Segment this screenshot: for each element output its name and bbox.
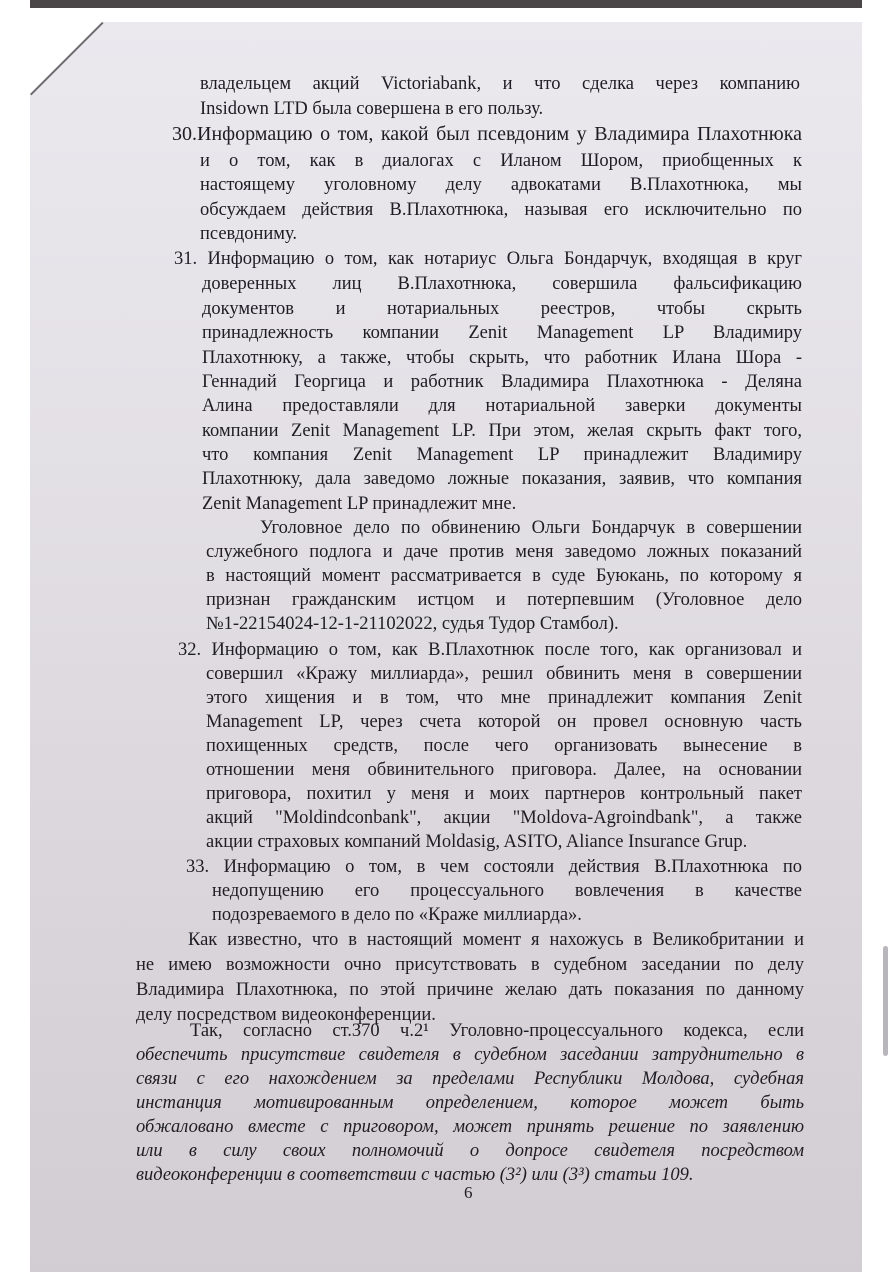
text-line: этого хищения и в том, что мне принадлежит компания Zenit: [206, 688, 802, 708]
italic-quote-line: инстанция мотивированным определением, которое может быть: [136, 1093, 804, 1113]
list-item-31-heading: 31. Информацию о том, как нотариус Ольга Бондарчук, входящая в круг: [174, 249, 802, 269]
scrollbar-thumb[interactable]: [883, 946, 888, 1056]
text-line: и о том, как в диалогах с Иланом Шором, приобщенных к: [200, 151, 802, 171]
text-line: Zenit Management LP принадлежит мне.: [202, 494, 517, 514]
text-line: №1-22154024-12-1-21102022, судья Тудор Стамбол).: [206, 614, 619, 634]
text-line: Владимира Плахотнюка, по этой причине желаю дать показания по данному: [136, 980, 804, 1000]
text-line: в настоящий момент рассматривается в суде Буюкань, по которому я: [206, 566, 802, 586]
paragraph-first-line: Как известно, что в настоящий момент я нахожусь в Великобритании и: [188, 930, 804, 950]
text-line: документов и нотариальных реестров, чтобы скрыть: [202, 299, 802, 319]
text-line: обсуждаем действия В.Плахотнюка, называя его исключительно по: [200, 200, 802, 220]
text-line: что компания Zenit Management LP принадлежит Владимиру: [202, 445, 802, 465]
text-line: отношении меня обвинительного приговора. Далее, на основании: [206, 760, 802, 780]
list-item-32-heading: 32. Информацию о том, как В.Плахотнюк после того, как организовал и: [178, 640, 802, 660]
italic-quote-line: обжаловано вместе с приговором, может принять решение по заявлению: [136, 1117, 804, 1137]
text-line: подозреваемого в дело по «Краже миллиарда».: [212, 905, 582, 925]
text-line: Алина предоставляли для нотариальной заверки документы: [202, 396, 802, 416]
italic-quote-line: обеспечить присутствие свидетеля в судебном заседании затруднительно в: [136, 1045, 804, 1065]
text-line: не имею возможности очно присутствовать в судебном заседании по делу: [136, 955, 804, 975]
text-line: компании Zenit Management LP. При этом, желая скрыть факт того,: [202, 421, 802, 441]
text-line: акции страховых компаний Moldasig, ASITO, Aliance Insurance Grup.: [206, 832, 748, 852]
text-line: похищенных средств, после чего организовать вынесение в: [206, 736, 802, 756]
list-item-30-heading: 30.Информацию о том, какой был псевдоним у Владимира Плахотнюка: [172, 123, 802, 145]
text-line: владельцем акций Victoriabank, и что сделка через компанию: [200, 74, 800, 94]
text-line: совершил «Кражу миллиарда», решил обвинить меня в совершении: [206, 664, 802, 684]
text-line: Insidown LTD была совершена в его пользу.: [200, 99, 544, 119]
italic-quote-line: или в силу своих полномочий о допросе свидетеля посредством: [136, 1141, 804, 1161]
text-line: настоящему уголовному делу адвокатами В.Плахотнюка, мы: [200, 175, 802, 195]
text-line: Плахотнюку, дала заведомо ложные показания, заявив, что компания: [202, 469, 802, 489]
text-line: недопущению его процессуального вовлечения в качестве: [212, 881, 802, 901]
text-line: псевдониму.: [200, 224, 298, 244]
italic-quote-line: связи с его нахождением за пределами Республики Молдова, судебная: [136, 1069, 804, 1089]
page-number: 6: [464, 1183, 473, 1202]
paragraph-first-line: Так, согласно ст.370 ч.2¹ Уголовно-процессуального кодекса, если: [190, 1021, 804, 1041]
document-photo: [30, 22, 862, 1272]
text-line: доверенных лиц В.Плахотнюка, совершила фальсификацию: [202, 274, 802, 294]
text-line: Management LP, через счета которой он провел основную часть: [206, 712, 802, 732]
text-line: приговора, похитил у меня и моих партнеров контрольный пакет: [206, 784, 802, 804]
text-line: Геннадий Георгица и работник Владимира Плахотнюка - Деляна: [202, 372, 802, 392]
text-line: принадлежность компании Zenit Management LP Владимиру: [202, 323, 802, 343]
paragraph-first-line: Уголовное дело по обвинению Ольги Бондарчук в совершении: [260, 518, 802, 538]
text-line: акций "Moldindconbank", акции "Moldova-Agroindbank", а также: [206, 808, 802, 828]
previous-photo-edge: [30, 0, 862, 8]
text-line: признан гражданским истцом и потерпевшим (Уголовное дело: [206, 590, 802, 610]
list-item-33-heading: 33. Информацию о том, в чем состояли действия В.Плахотнюка по: [186, 857, 802, 877]
text-line: делу посредством видеоконференции.: [136, 1005, 436, 1025]
text-line: Плахотнюку, а также, чтобы скрыть, что работник Илана Шора -: [202, 348, 802, 368]
italic-quote-line: видеоконференции в соответствии с частью (3²) или (3³) статьи 109.: [136, 1165, 694, 1185]
text-line: служебного подлога и даче против меня заведомо ложных показаний: [206, 542, 802, 562]
